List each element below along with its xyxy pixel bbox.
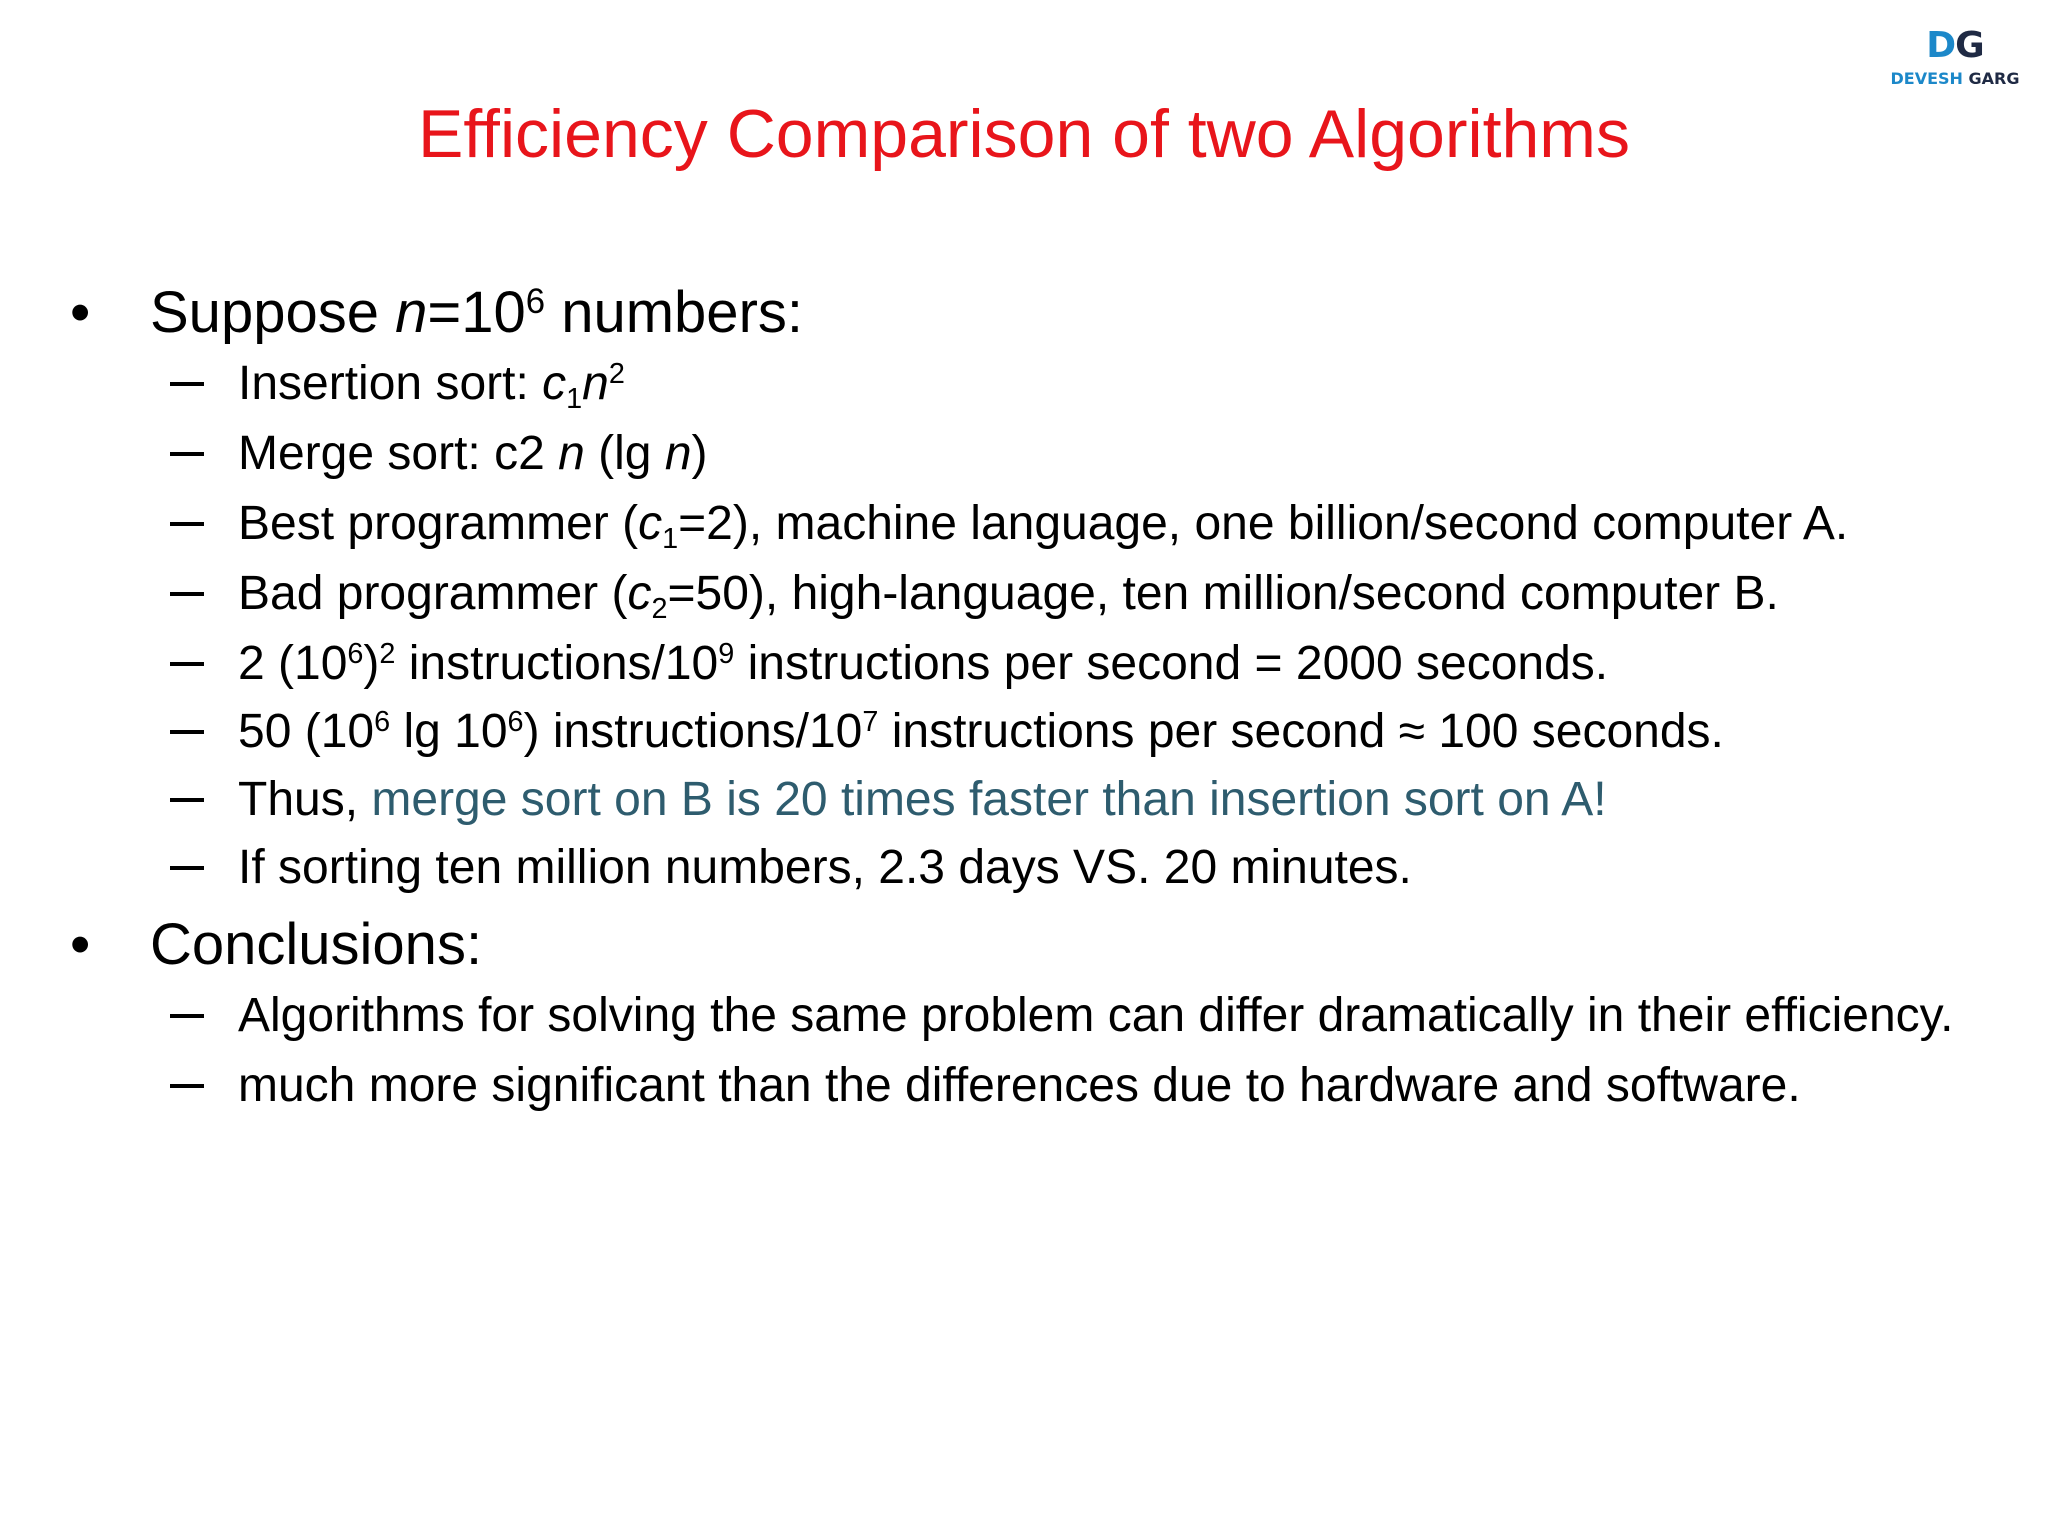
subitem-bad-programmer: Bad programmer $(c_2=50)$, high-language, ten million/second computer B. [238,567,1779,625]
subitem-thus: Thus, merge sort on B is 20 times faster than insertion sort on A! [238,773,1607,826]
subitem-merge-sort: Merge sort: c2 n (lg n) [238,427,708,480]
subitem-calc-computer-a: 2 $(10^6)^2$ instructions/$10^9$ instructions per second = 2000 seconds. [238,637,1609,690]
bullet-suppose: • Suppose $n=10^6$ numbers: [70,276,2020,350]
logo-wordmark: DEVESH GARG [1890,69,2020,88]
subitem-conclusion-1: Algorithms for solving the same problem can differ dramatically in their efficiency. [238,989,1954,1042]
subitem-ten-million: If sorting ten million numbers, 2.3 days VS. 20 minutes. [238,841,1412,894]
slide-title: Efficiency Comparison of two Algorithms [418,96,1630,172]
bullet-dot: • [70,280,91,345]
subitem-conclusion-2: much more significant than the differences due to hardware and software. [238,1059,1801,1112]
bullet-dot: • [70,912,91,977]
highlighted-conclusion: merge sort on B is 20 times faster than insertion sort on A! [371,773,1607,826]
subitem-best-programmer: Best programmer $(c_1=2)$, machine language, one billion/second computer A. [238,497,1849,555]
logo-mark: DG [1926,25,1984,66]
bullet-conclusions: • Conclusions: [70,908,2020,982]
slide-body [70,276,2020,1128]
subitem-calc-computer-b: 50 ($10^6$ $\lg 10^6$) instructions/$10^7$ instructions per second ≈ 100 seconds. [238,705,1724,758]
subitem-insertion-sort: Insertion sort: $c_1n^2$ [238,357,625,415]
